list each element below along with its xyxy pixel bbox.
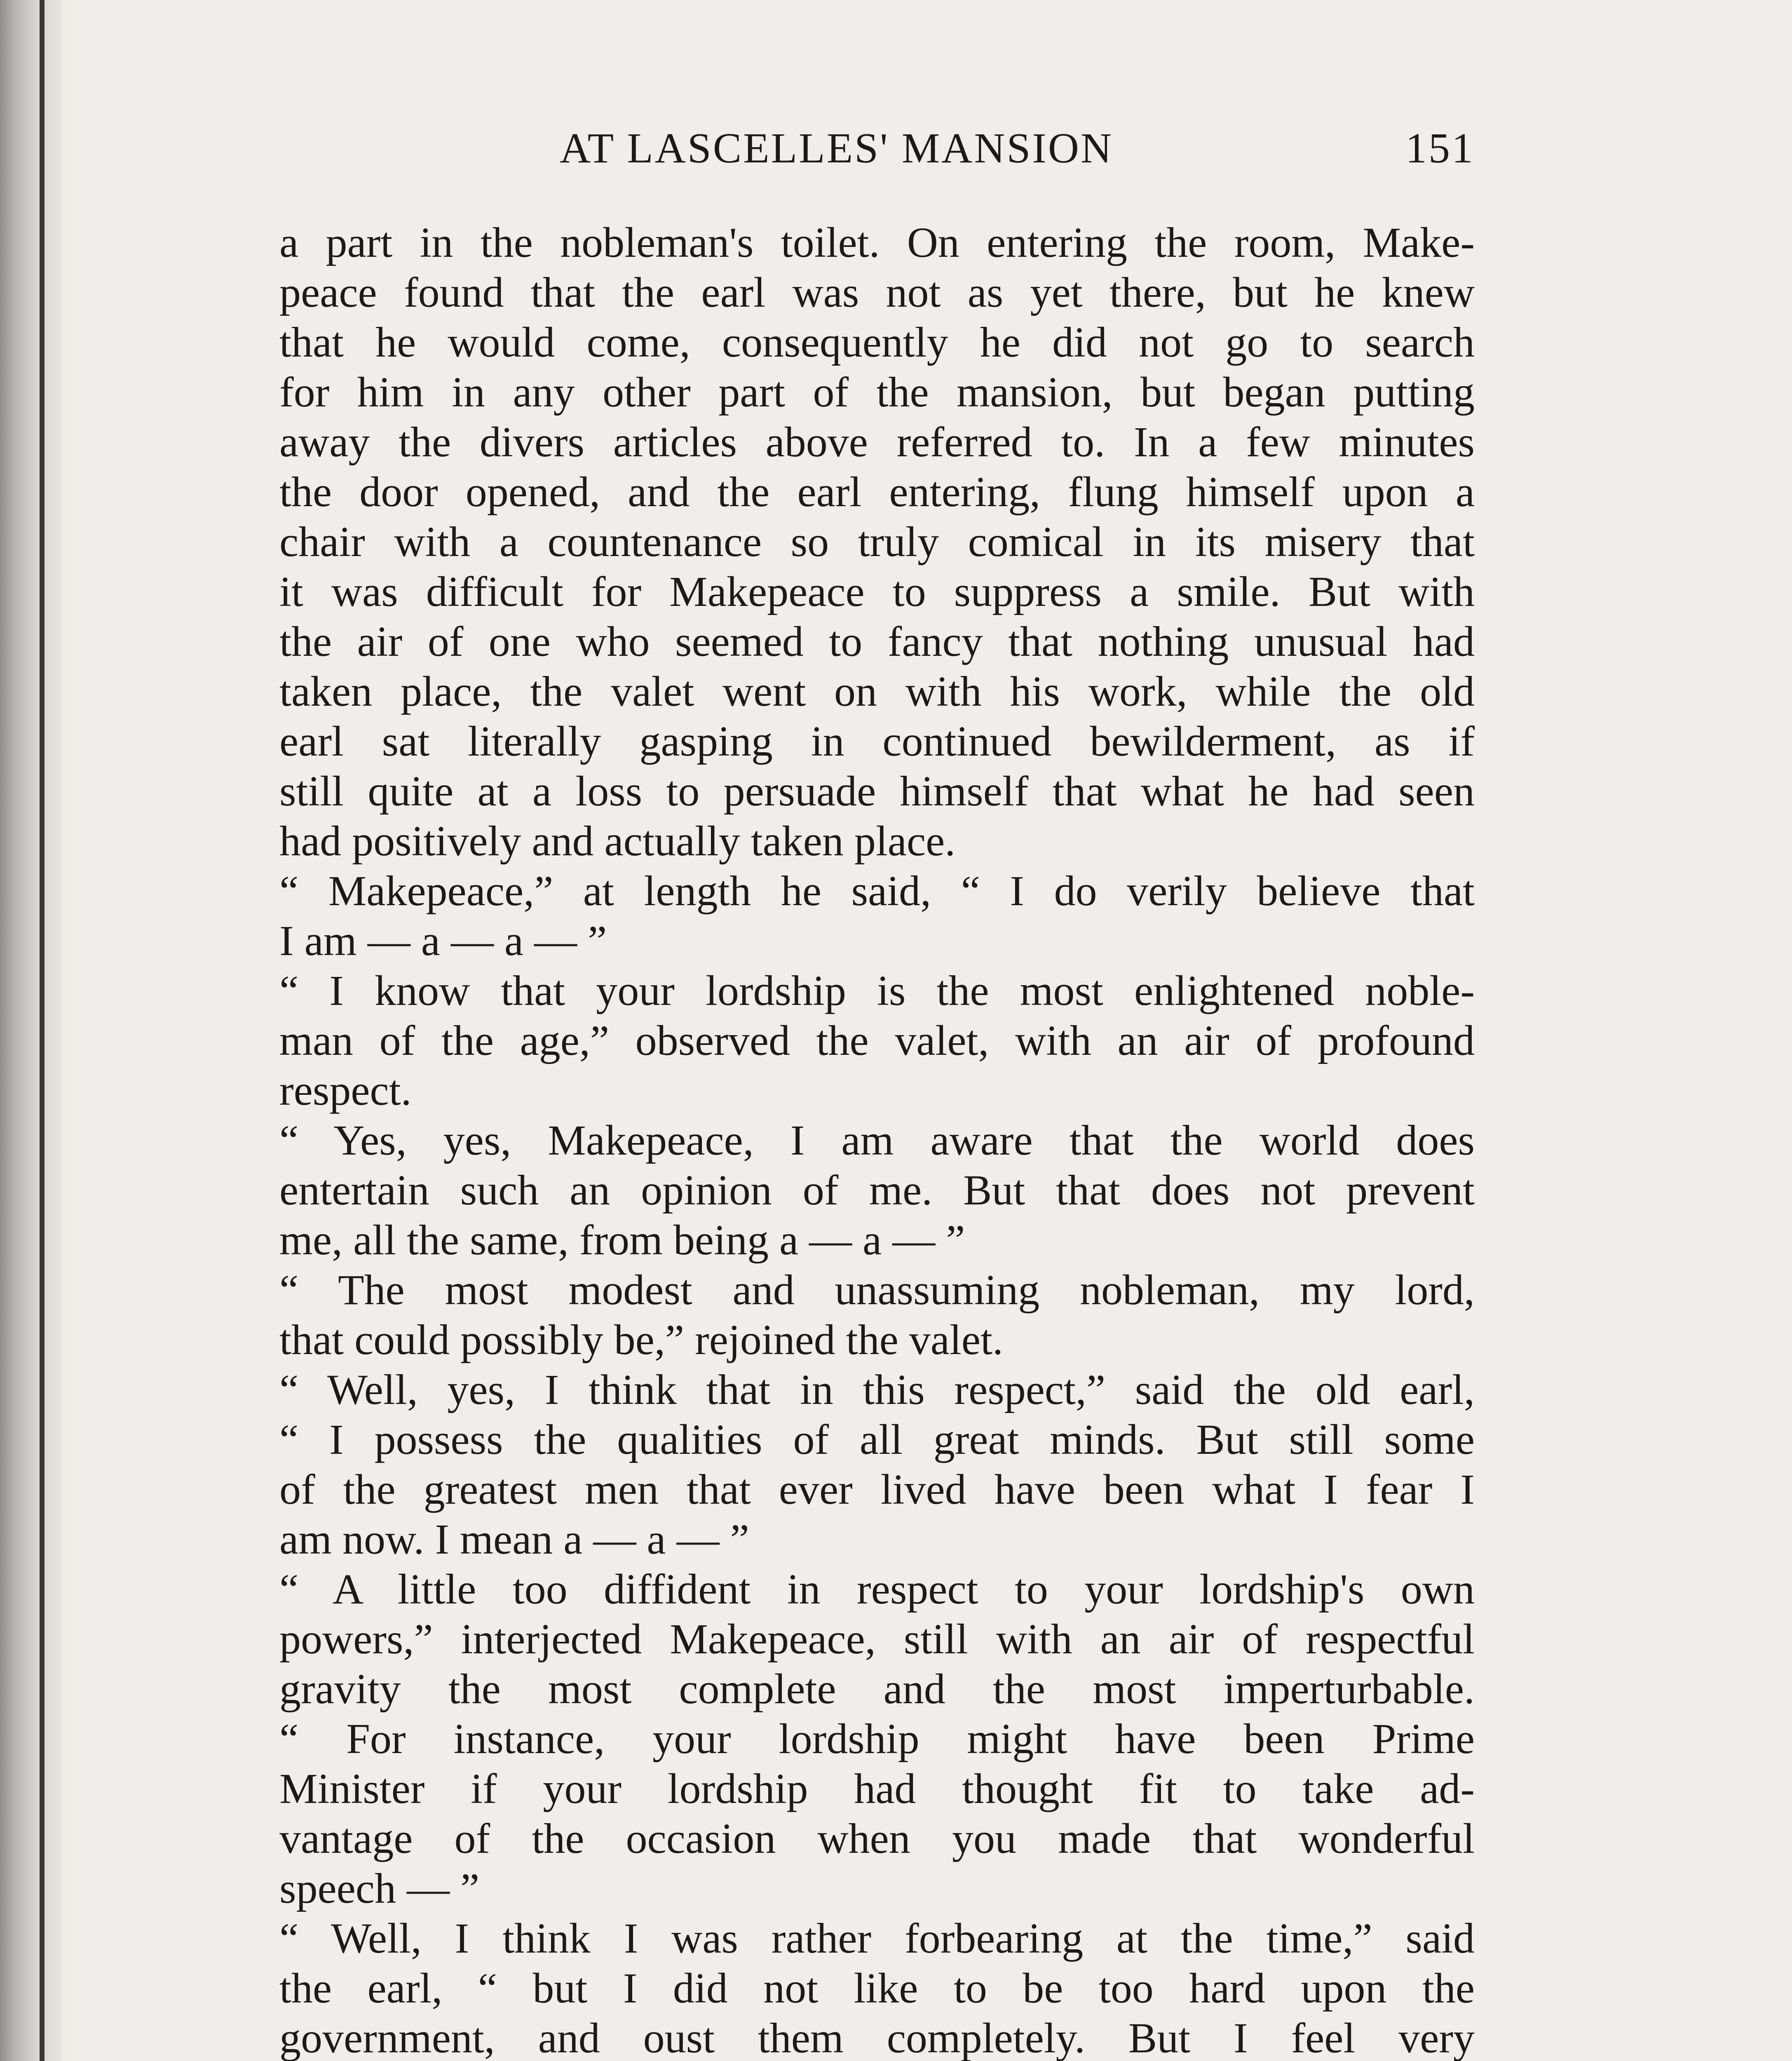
text-line: vantage of the occasion when you made that wonderful [279,1815,1475,1862]
text-line: had positively and actually taken place. [279,817,956,865]
binding-edge [40,0,45,2061]
text-line: of the greatest men that ever lived have been what I fear I [279,1466,1475,1513]
text-line: “ I know that your lordship is the most enlightened noble- [279,967,1475,1014]
text-line: I am — a — a — ” [279,917,607,965]
text-line: it was difficult for Makepeace to suppress a smile. But with [279,568,1475,615]
text-line: a part in the nobleman's toilet. On entering the room, Make- [279,219,1475,266]
text-line: “ Well, yes, I think that in this respect,” said the old earl, [279,1366,1475,1413]
page-number: 151 [1405,124,1475,172]
text-line: that he would come, consequently he did not go to search [279,319,1475,366]
text-line: me, all the same, from being a — a — ” [279,1216,965,1264]
text-line: “ I possess the qualities of all great minds. But still some [279,1416,1475,1463]
text-line: the air of one who seemed to fancy that nothing unusual had [279,618,1475,665]
text-line: “ The most modest and unassuming nobleman, my lord, [279,1266,1475,1314]
text-line: gravity the most complete and the most imperturbable. [279,1665,1475,1713]
text-line: am now. I mean a — a — ” [279,1516,749,1563]
text-line: “ A little too diffident in respect to your lordship's own [279,1566,1475,1613]
text-line: taken place, the valet went on with his work, while the old [279,668,1475,715]
text-line: powers,” interjected Makepeace, still with an air of respectful [279,1615,1475,1663]
text-line: speech — ” [279,1865,480,1912]
text-line: the door opened, and the earl entering, flung himself upon a [279,468,1475,516]
text-line: man of the age,” observed the valet, with an air of profound [279,1017,1475,1064]
text-line: respect. [279,1067,412,1114]
text-line: peace found that the earl was not as yet there, but he knew [279,269,1475,316]
running-head: AT LASCELLES' MANSION [560,124,1114,172]
text-line: Minister if your lordship had thought fit to take ad- [279,1765,1475,1812]
text-line: “ Yes, yes, Makepeace, I am aware that the world does [279,1117,1475,1164]
text-line: away the divers articles above referred to. In a few minutes [279,418,1475,466]
text-line: for him in any other part of the mansion, but began putting [279,369,1475,416]
text-line: “ Makepeace,” at length he said, “ I do verily believe that [279,867,1475,915]
text-line: that could possibly be,” rejoined the valet. [279,1316,1003,1364]
text-line: still quite at a loss to persuade himself that what he had seen [279,768,1475,815]
text-line: government, and oust them completely. But I feel very [279,2014,1475,2061]
text-line: “ For instance, your lordship might have been Prime [279,1715,1475,1763]
page-header [279,124,1475,181]
text-line: “ Well, I think I was rather forbearing at the time,” said [279,1915,1475,1962]
text-line: entertain such an opinion of me. But that does not prevent [279,1167,1475,1214]
body-text [279,218,1475,2061]
text-line: chair with a countenance so truly comical in its misery that [279,518,1475,566]
text-line: the earl, “ but I did not like to be too hard upon the [279,1965,1475,2012]
text-line: earl sat literally gasping in continued bewilderment, as if [279,718,1475,765]
binding-shadow [0,0,62,2061]
